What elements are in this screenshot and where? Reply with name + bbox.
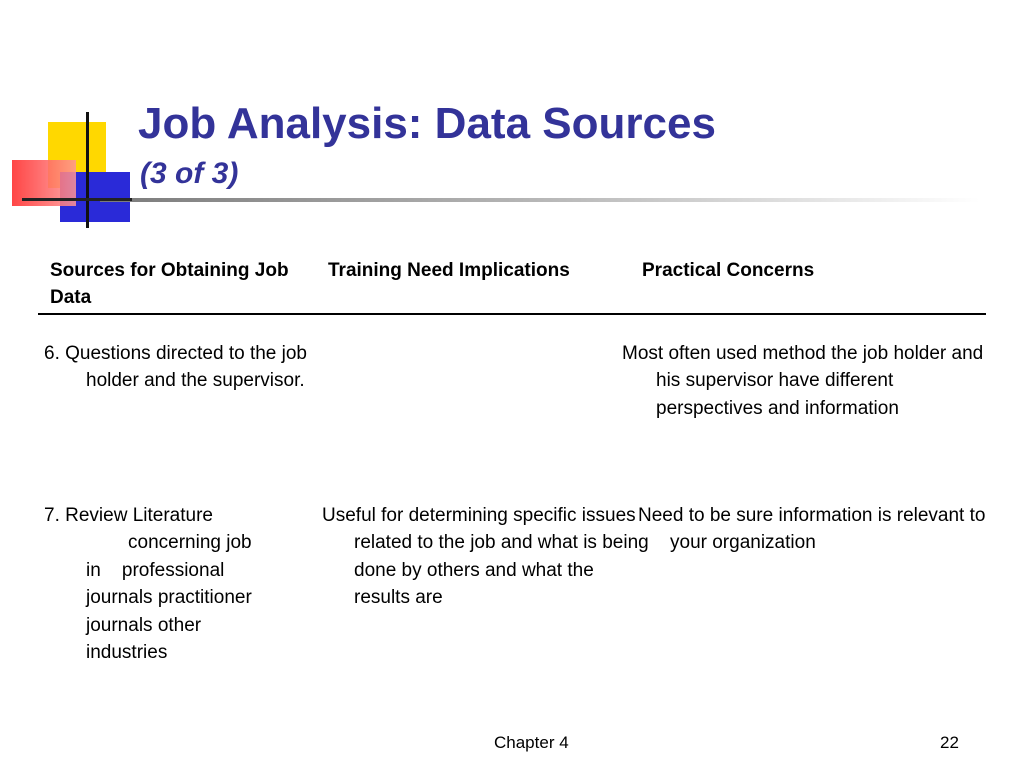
- row-6-source: 6. Questions directed to the job holder and the supervisor.: [44, 343, 307, 392]
- title-underline: [100, 198, 980, 202]
- row-7-source: [44, 502, 314, 666]
- slide-title: Job Analysis: Data Sources: [138, 99, 716, 148]
- footer-chapter: Chapter 4: [494, 733, 569, 752]
- column-header-training-implications: Training Need Implications: [328, 260, 570, 281]
- row-7-source-line: concerning job: [128, 532, 252, 554]
- row-7-source-line: journals practitioner: [86, 587, 252, 609]
- row-6-concerns: Most often used method the job holder and his supervisor have different perspectives and information: [622, 343, 984, 419]
- row-7-implications: Useful for determining specific issues related to the job and what is being done by others and what the results are: [322, 505, 649, 609]
- row-7-source-line: in professional: [86, 559, 225, 581]
- row-7-source-line: industries: [86, 642, 168, 664]
- slide-subtitle: (3 of 3): [140, 157, 239, 190]
- row-7-source-line: journals other: [86, 614, 202, 636]
- row-7-source-line: 7. Review Literature: [44, 505, 213, 526]
- decor-horizontal-line: [22, 198, 132, 201]
- slide-number: 22: [940, 733, 959, 752]
- column-header-practical-concerns: Practical Concerns: [642, 260, 815, 281]
- row-7-concerns: Need to be sure information is relevant to your organization: [638, 505, 986, 554]
- decor-vertical-line: [86, 112, 89, 228]
- column-header-sources: Sources for Obtaining Job Data: [50, 260, 289, 308]
- header-divider: [38, 313, 986, 315]
